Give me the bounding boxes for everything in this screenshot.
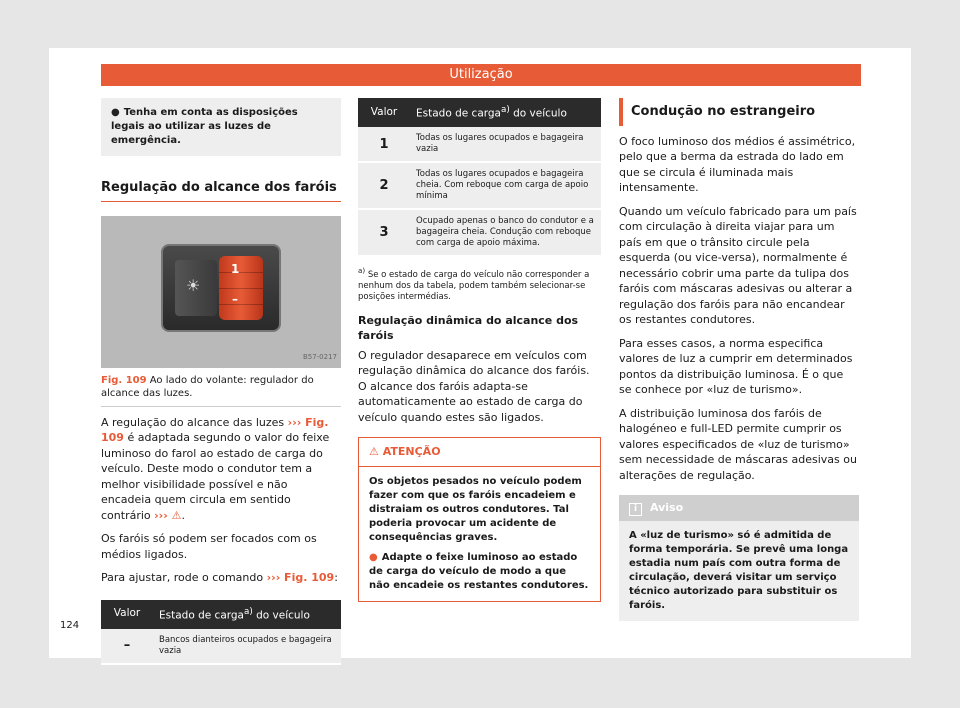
wheel-mark-1: 1: [231, 261, 240, 276]
figure-label: Fig. 109: [101, 374, 147, 386]
warning-triangle-icon: ⚠: [369, 445, 379, 459]
manual-page: [49, 48, 911, 658]
table-row: [358, 127, 601, 162]
warning-triangle-icon: ⚠: [171, 508, 182, 522]
note-box: [619, 495, 859, 621]
wheel-ridge: [219, 304, 263, 305]
table-cell-value: 1: [358, 127, 410, 162]
paragraph: Os faróis só podem ser focados com os médios ligados.: [101, 532, 317, 561]
section-title-headlight-range: Regulação do alcance dos faróis: [101, 180, 341, 202]
bullet-icon: ●: [369, 551, 378, 563]
table-row: [101, 629, 341, 664]
table-header-state: [410, 98, 601, 127]
table-cell-text: Todas os lugares ocupados e bagageira vazia: [410, 127, 601, 162]
paragraph: O regulador desaparece em veículos com regulação dinâmica do alcance dos faróis. O alcance dos faróis adapta-se automaticamente ao estado de carga do veículo quando estes são ligados.: [358, 348, 590, 424]
figure-link[interactable]: ››› Fig. 109: [101, 415, 329, 444]
footnote-text: Se o estado de carga do veículo não corresponder a nenhum dos da tabela, podem também selecionar-se posições intermédias.: [358, 269, 590, 302]
table-header-row: [358, 98, 601, 127]
text: Para ajustar, rode o comando: [101, 571, 264, 584]
figure-caption: [101, 374, 341, 407]
paragraph: A regulação do alcance das luzes ››› Fig. 109 é adaptada segundo o valor do feixe luminoso do farol ao estado de carga do veículo. Deste modo o condutor tem a melhor visibilidade possível e não encadeia quem circula em sentido contrário ››› ⚠.: [101, 415, 330, 522]
wheel-mark-minus: –: [232, 291, 238, 306]
table-row: [358, 209, 601, 256]
paragraph: O foco luminoso dos médios é assimétrico, pelo que a berma da estrada do lado em que se circula é iluminada mais intensamente.: [619, 134, 856, 194]
table-cell-text: Ocupado apenas o banco do condutor e a bagageira cheia. Condução com reboque com carga de apoio máxima.: [410, 209, 601, 256]
paragraph: A distribuição luminosa dos faróis de halogéneo e full-LED permite cumprir os valores especificados de «luz de turismo» sem necessidade de máscaras adesivas ou alterações de regulação.: [619, 406, 857, 482]
warning-bullet: [369, 551, 590, 593]
legal-note-box: [101, 98, 341, 156]
note-header: [619, 495, 859, 521]
note-title: Aviso: [650, 501, 684, 514]
bullet-icon: ●: [111, 107, 120, 118]
table-cell-value: 3: [358, 209, 410, 256]
load-table-part1: [101, 600, 341, 665]
wheel-ridge: [219, 272, 263, 273]
warning-body: [359, 467, 600, 601]
link-arrows: ›››: [154, 508, 168, 522]
footnote-mark: a): [243, 606, 253, 617]
table-cell-value: –: [101, 629, 153, 664]
figure-caption-text: Ao lado do volante: regulador do alcance das luzes.: [101, 374, 314, 399]
paragraph: Para esses casos, a norma especifica valores de luz a cumprir em determinados pontos da distribuição luminosa. É o que se conhece por «luz de turismo».: [619, 336, 853, 396]
warning-box: [358, 437, 601, 602]
footnote-mark: a): [358, 266, 366, 275]
text: é adaptada segundo o valor do feixe luminoso do farol ao estado de carga do veículo. Deste modo o condutor tem a melhor visibilidade possível e não encadeia quem circula em sentido contrário: [101, 431, 330, 522]
paragraph: Quando um veículo fabricado para um país com circulação à direita viajar para um país em que o trânsito circule pela esquerda (ou vice-versa), normalmente é necessário cobrir uma parte da tulipa dos faróis com máscaras adesivas ou alterar a regulação dos faróis para não encandear os restantes condutores.: [619, 204, 857, 326]
table-cell-value: 2: [358, 162, 410, 209]
info-icon: i: [629, 503, 642, 516]
text: Estado de carga: [159, 609, 244, 621]
column-middle: [358, 98, 601, 602]
page-number: 124: [60, 620, 80, 631]
table-header-row: [101, 600, 341, 629]
figure-code: B57-0217: [302, 353, 337, 361]
load-table-part2: [358, 98, 601, 257]
table-cell-text: Bancos dianteiros ocupados e bagageira vazia: [153, 629, 341, 664]
paragraph: Para ajustar, rode o comando ››› Fig. 109:: [101, 571, 338, 584]
column-left: [101, 98, 341, 665]
warning-title: ATENÇÃO: [382, 445, 441, 459]
text: do veículo: [252, 609, 310, 621]
warning-text: Os objetos pesados no veículo podem fazer com que os faróis encadeiem e distraiam os outros condutores. Tal poderia provocar um acidente de consequências graves.: [369, 475, 582, 543]
section-title-abroad: Condução no estrangeiro: [619, 98, 859, 126]
warning-bullet-text: Adapte o feixe luminoso ao estado de carga do veículo de modo a que não encadeie os restantes condutores.: [369, 551, 589, 591]
text: do veículo: [509, 107, 567, 120]
figure-link[interactable]: ››› Fig. 109: [266, 571, 335, 584]
table-footnote: [358, 265, 601, 303]
wheel-ridge: [219, 288, 263, 289]
table-header-value: Valor: [358, 98, 410, 127]
warning-link[interactable]: [154, 509, 181, 522]
warning-header: [359, 438, 600, 467]
table-header-state: [153, 600, 341, 629]
column-right: [619, 98, 859, 621]
table-header-value: Valor: [101, 600, 153, 629]
text: A regulação do alcance das luzes: [101, 415, 285, 429]
headlight-icon: ☀: [186, 275, 201, 295]
note-text: A «luz de turismo» só é admitida de forma temporária. Se prevê uma longa estadia num país com outra forma de circulação, deverá visitar um serviço técnico autorizado para substituir os faróis.: [629, 530, 849, 611]
text: Estado de carga: [416, 107, 501, 120]
subheading-dynamic-range: Regulação dinâmica do alcance dos faróis: [358, 313, 579, 343]
table-cell-text: Todas os lugares ocupados e bagageira cheia. Com reboque com carga de apoio mínima: [410, 162, 601, 209]
figure-109: [101, 216, 341, 368]
footnote-mark: a): [500, 105, 510, 115]
table-row: [358, 162, 601, 209]
chapter-header: Utilização: [101, 64, 861, 86]
legal-note-text: Tenha em conta as disposições legais ao utilizar as luzes de emergência.: [111, 107, 298, 146]
